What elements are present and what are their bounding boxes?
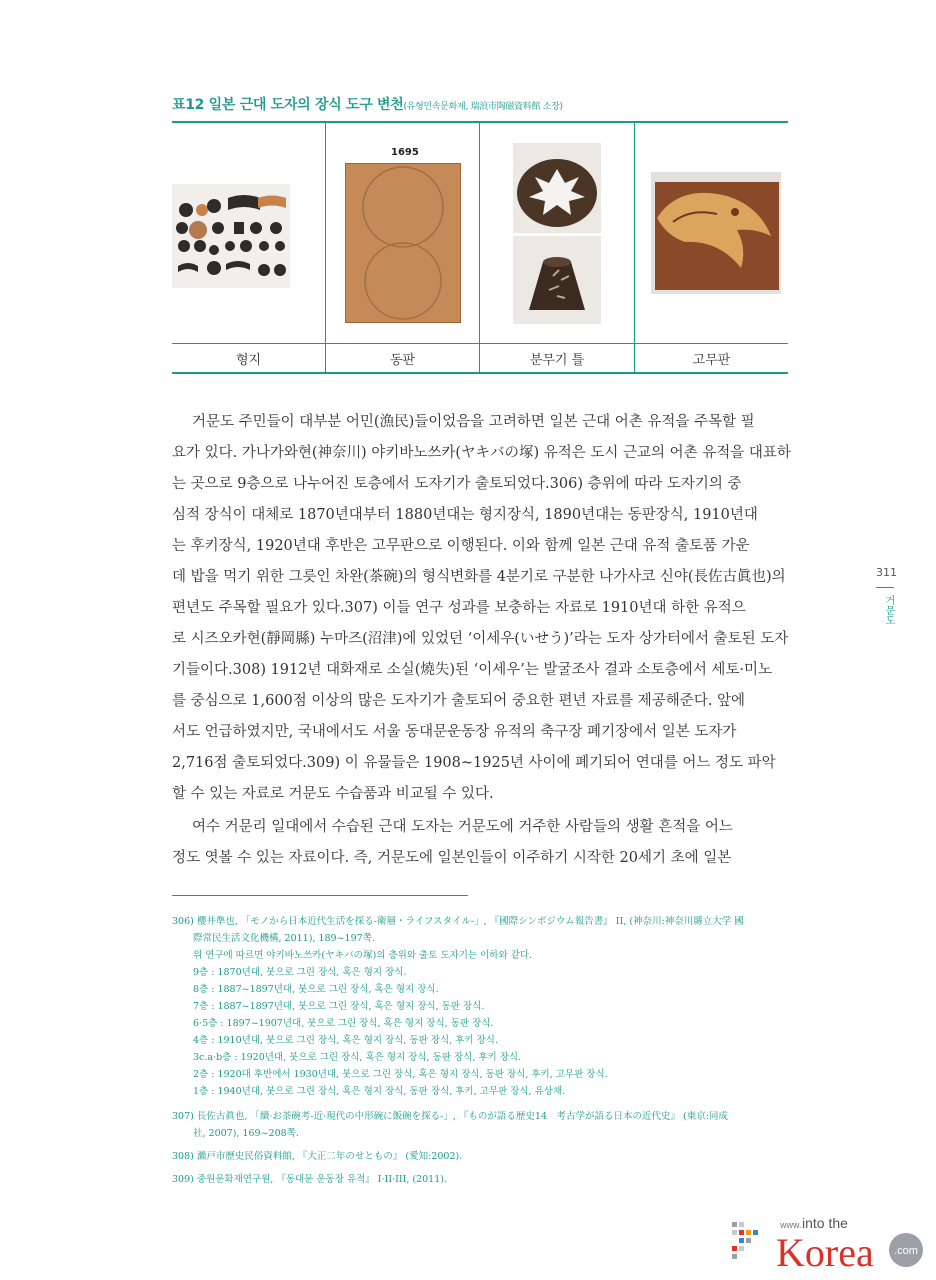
footnote: 4층 : 1910년대, 붓으로 그린 장식, 혹은 형지 장식, 동판 장식, 후키 장식. xyxy=(193,1035,499,1046)
table-divider xyxy=(634,121,635,374)
side-rule xyxy=(876,587,894,588)
rubber-plate-image xyxy=(651,172,781,294)
footnote: 8층 : 1887~1897년대, 붓으로 그린 장식, 혹은 형지 장식. xyxy=(193,984,439,995)
footnote: 際常民生活文化機構, 2011), 189~197쪽. xyxy=(193,933,375,944)
text-line: 여수 거문리 일대에서 수습된 근대 도자는 거문도에 거주한 사람들의 생활 흔적을 어느 xyxy=(192,819,733,835)
leaf-mold-image xyxy=(513,143,601,233)
caption-sprayer-mold: 분무기 틀 xyxy=(529,353,585,368)
footnote: 社, 2007), 169~208쪽. xyxy=(193,1128,299,1139)
intothekorea-logo[interactable] xyxy=(730,1214,926,1274)
logo-suffix: .com xyxy=(894,1245,918,1257)
text-line: 2,716점 출토되었다.309) 이 유물들은 1908~1925년 사이에 폐기되어 연대를 어느 정도 파악 xyxy=(172,755,776,771)
table-title: 표12 일본 근대 도자의 장식 도구 변천(유형민속문화재, 瑞浪市陶磁資料館 소장) xyxy=(172,97,563,113)
table-top-rule xyxy=(172,121,788,123)
footnote: 위 연구에 따르면 야키바노쓰카(ヤキバの塚)의 층위와 출토 도자기는 이하와 같다. xyxy=(193,950,533,961)
image-number: 1695 xyxy=(391,147,419,158)
footnote: 1층 : 1940년대, 붓으로 그린 장식, 혹은 형지 장식, 동판 장식, 후키, 고무판 장식, 유상채. xyxy=(193,1086,566,1097)
footnote: 3c.a·b층 : 1920년대, 붓으로 그린 장식, 혹은 형지 장식, 동판 장식, 후키 장식. xyxy=(193,1052,522,1063)
text-line: 기들이다.308) 1912년 대화재로 소실(燒失)된 ‘이세우’는 발굴조사 결과 소토층에서 세토·미노 xyxy=(172,662,773,678)
page-number: 311 xyxy=(876,566,897,579)
footnote: 2층 : 1920대 후반에서 1930년대, 붓으로 그린 장식, 혹은 형지 장식, 동판 장식, 후키, 고무판 장식. xyxy=(193,1069,608,1080)
text-line: 할 수 있는 자료로 거문도 수습품과 비교될 수 있다. xyxy=(172,786,494,802)
footnote-rule xyxy=(172,895,468,896)
logo-brand: Korea xyxy=(776,1230,874,1274)
footnote: 307) 長佐古眞也, 「續·お茶碗考-近·現代の中形碗に飯碗を探る-」, 『ものが語る歴史14 考古学が語る日本の近代史』 (東京:同成 xyxy=(172,1111,728,1122)
footnote: 7층 : 1887~1897년대, 붓으로 그린 장식, 혹은 형지 장식, 동판 장식. xyxy=(193,1001,485,1012)
text-line: 편년도 주목할 필요가 있다.307) 이들 연구 성과를 보충하는 자료로 1910년대 하한 유적으 xyxy=(172,600,746,616)
text-line: 서도 언급하였지만, 국내에서도 서울 동대문운동장 유적의 축구장 폐기장에서 일본 도자가 xyxy=(172,724,737,740)
text-line: 요가 있다. 가나가와현(神奈川) 야키바노쓰카(ヤキバの塚) 유적은 도시 근교의 어촌 유적을 대표하 xyxy=(172,445,791,461)
logo-pixel-mark xyxy=(732,1222,758,1259)
text-line: 심적 장식이 대체로 1870년대부터 1880년대는 형지장식, 1890년대는 동판장식, 1910년대 xyxy=(172,507,758,523)
caption-stencil: 형지 xyxy=(235,353,262,368)
text-line: 를 중심으로 1,600점 이상의 많은 도자기가 출토되어 중요한 편년 자료를 제공해준다. 앞에 xyxy=(172,693,746,709)
bamboo-mold-image xyxy=(513,236,601,324)
text-line: 는 곳으로 9층으로 나누어진 토층에서 도자기가 출토되었다.306) 층위에 따라 도자기의 중 xyxy=(172,476,742,492)
section-label: 거문도 xyxy=(883,595,894,625)
tool-table xyxy=(172,121,788,374)
caption-rubber-plate: 고무판 xyxy=(692,353,731,368)
footnote: 309) 중원문화재연구원, 『동대문 운동장 유적』 I·II·III, (2011). xyxy=(172,1174,447,1185)
text-line: 로 시즈오카현(靜岡縣) 누마즈(沼津)에 있었던 ‘이세우(いせう)’라는 도자 상가터에서 출토된 도자 xyxy=(172,631,789,647)
table-divider xyxy=(479,121,480,374)
logo-prefix: www. xyxy=(780,1220,802,1230)
caption-copper-plate: 동판 xyxy=(389,353,416,368)
table-bottom-rule xyxy=(172,372,788,374)
footnote: 9층 : 1870년대, 붓으로 그린 장식, 혹은 형지 장식. xyxy=(193,967,407,978)
table-title-note: (유형민속문화재, 瑞浪市陶磁資料館 소장) xyxy=(403,102,563,112)
text-line: 데 밥을 먹기 위한 그릇인 차완(茶碗)의 형식변화를 4분기로 구분한 나가사코 신야(長佐古眞也)의 xyxy=(172,569,786,585)
table-divider xyxy=(325,121,326,374)
table-mid-rule xyxy=(172,343,788,344)
copper-plate-image xyxy=(345,163,461,323)
text-line: 는 후키장식, 1920년대 후반은 고무판으로 이행된다. 이와 함께 일본 근대 유적 출토품 가운 xyxy=(172,538,750,554)
footnote: 308) 瀨戸市歷史民俗資料館, 『大正二年のせともの』 (愛知:2002). xyxy=(172,1151,463,1162)
text-line: 정도 엿볼 수 있는 자료이다. 즉, 거문도에 일본인들이 이주하기 시작한 20세기 초에 일본 xyxy=(172,850,732,866)
stencil-image xyxy=(172,184,290,288)
logo-into: into the xyxy=(802,1215,848,1231)
footnote: 306) 櫻井準也, 「モノから日本近代生活を探る-衛層・ライフスタイル-」, 『國際シンポジウム報告書』 II, (神奈川:神奈川縣立大学 國 xyxy=(172,916,744,927)
footnote: 6·5층 : 1897~1907년대, 붓으로 그린 장식, 혹은 형지 장식, 동판 장식. xyxy=(193,1018,494,1029)
text-line: 거문도 주민들이 대부분 어민(漁民)들이었음을 고려하면 일본 근대 어촌 유적을 주목할 필 xyxy=(192,414,755,430)
